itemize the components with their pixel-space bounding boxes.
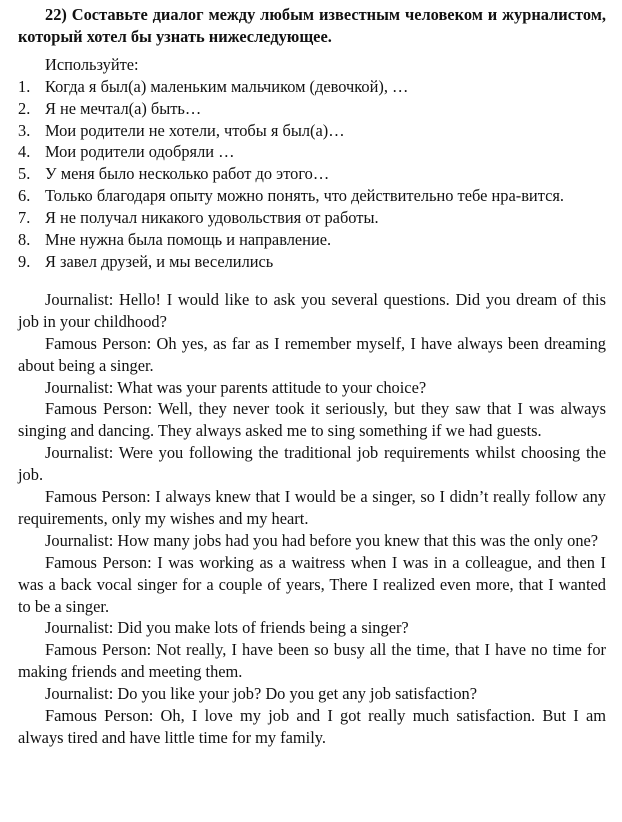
list-item [18,207,606,229]
dialog-line: Famous Person: Well, they never took it seriously, but they saw that I was always singing and dancing. They always asked me to sing something if we had guests. [18,399,606,441]
list-item [18,120,606,142]
dialog-line: Journalist: Hello! I would like to ask you several questions. Did you dream of this job in your childhood? [18,289,606,331]
item-number: 7. [18,208,31,228]
item-text: Я не получал никакого удовольствия от работы. [45,208,379,228]
list-item [18,76,606,98]
item-number: 2. [18,98,31,118]
use-label: Используйте: [45,54,139,74]
dialog [18,289,606,749]
list-item [18,98,606,120]
list-item [18,229,606,251]
item-number: 9. [18,251,31,271]
dialog-line: Famous Person: Not really, I have been so busy all the time, that I have no time for making friends and meeting them. [18,640,606,682]
list-item [18,163,606,185]
item-text: Когда я был(а) маленьким мальчиком (девочкой), … [45,76,409,96]
item-number: 4. [18,142,31,162]
item-text: Мои родители одобряли … [45,142,235,162]
dialog-line: Famous Person: I always knew that I would be a singer, so I didn’t really follow any requirements, only my wishes and my heart. [18,487,606,528]
item-text: У меня было несколько работ до этого… [45,164,330,184]
item-text: Я не мечтал(а) быть… [45,98,202,118]
item-text: Мне нужна была помощь и направление. [45,230,332,250]
item-number: 6. [18,186,31,206]
list-item [18,141,606,163]
phrase-list [18,76,606,273]
document-page [18,4,606,749]
item-number: 3. [18,120,31,140]
dialog-line: Famous Person: I was working as a waitress when I was in a colleague, and then I was a back vocal singer for a couple of years, There I realized even more, that I wanted to be a singer. [18,552,606,616]
dialog-line: Journalist: Were you following the traditional job requirements whilst choosing the job. [18,443,606,485]
item-text: Мои родители не хотели, чтобы я был(а)… [45,120,345,140]
list-item [18,251,606,273]
item-number: 5. [18,164,31,184]
item-number: 1. [18,76,31,96]
item-text: Я завел друзей, и мы веселились [45,251,274,271]
task-title: 22) Составьте диалог между любым известным человеком и журналистом, который хотел бы узнать нижеследующее. [18,5,606,46]
dialog-line: Famous Person: Oh yes, as far as I remember myself, I have always been dreaming about being a singer. [18,333,606,375]
item-number: 8. [18,230,31,250]
dialog-line: Journalist: What was your parents attitude to your choice? [45,377,427,397]
dialog-line: Journalist: Do you like your job? Do you get any job satisfaction? [45,684,477,704]
item-text: Только благодаря опыту можно понять, что действительно тебе нра-вится. [45,186,564,206]
dialog-line: Famous Person: Oh, I love my job and I got really much satisfaction. But I am always tired and have little time for my family. [18,706,606,747]
dialog-line: Journalist: How many jobs had you had before you knew that this was the only one? [45,530,599,550]
list-item [18,185,606,207]
dialog-line: Journalist: Did you make lots of friends being a singer? [45,618,409,638]
